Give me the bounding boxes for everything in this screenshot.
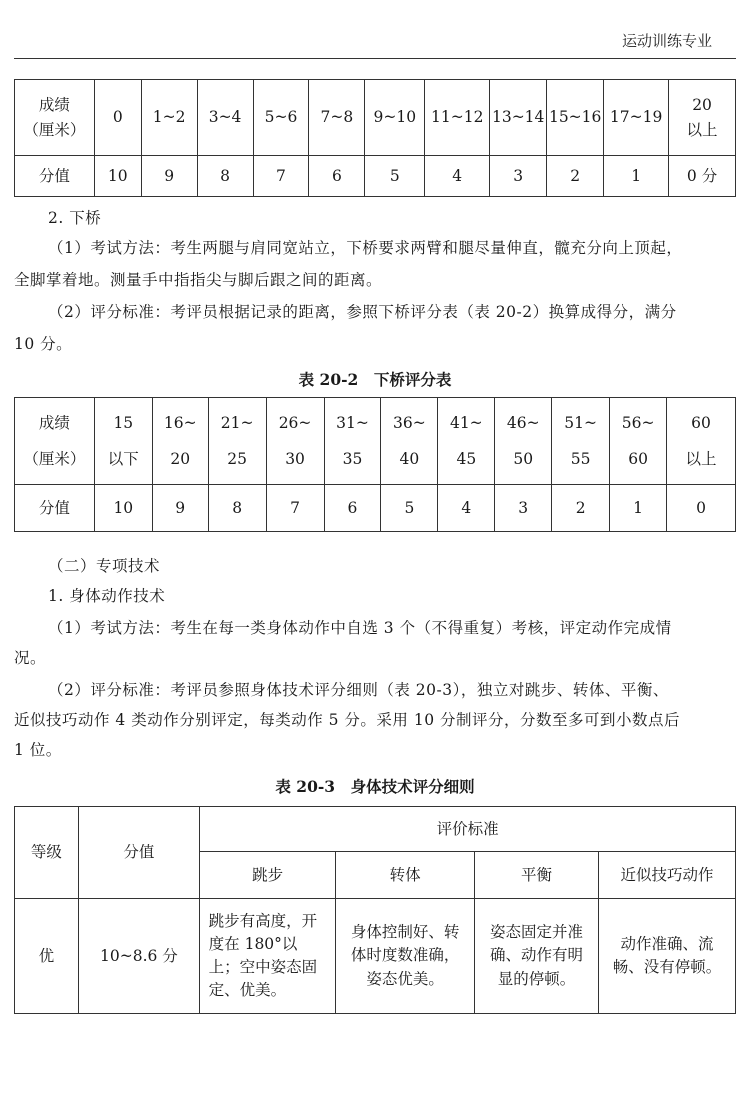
- range-bottom: 30: [285, 450, 305, 468]
- score-cell: 5: [365, 156, 425, 197]
- criteria-text: 身体控制好、转体时度数准确，姿态优美。: [350, 923, 460, 988]
- range-cell: 9~10: [365, 80, 425, 156]
- range-bottom: 35: [342, 450, 363, 468]
- range-top: 60: [691, 414, 711, 432]
- range-bottom: 50: [513, 450, 534, 468]
- range-cell: [438, 398, 495, 485]
- score-cell: 8: [197, 156, 253, 197]
- range-top: 21~: [220, 414, 254, 432]
- range-bottom: 20: [170, 450, 191, 468]
- score-cell: 3: [495, 485, 552, 532]
- score-cell: 3: [490, 156, 547, 197]
- score-cell: 9: [141, 156, 197, 197]
- paragraph-line: 10 分。: [14, 335, 73, 353]
- score-cell: 6: [324, 485, 381, 532]
- row-label-line-1: 成绩: [38, 414, 70, 432]
- paragraph-line: 全脚掌着地。测量手中指指尖与脚后跟之间的距离。: [14, 271, 383, 289]
- range-bottom: 以上: [685, 450, 717, 468]
- row-label-line-2: （厘米）: [23, 450, 86, 468]
- table-caption: 表 20-2 下桥评分表: [298, 370, 452, 389]
- paragraph-line: （2）评分标准：考评员参照身体技术评分细则（表 20-3），独立对跳步、转体、平衡、: [48, 681, 669, 699]
- table-row: [15, 485, 736, 532]
- range-cell: [667, 398, 736, 485]
- header-score: 分值: [78, 807, 200, 899]
- range-cell: 13~14: [490, 80, 547, 156]
- range-cell: 3~4: [197, 80, 253, 156]
- criteria-text: 姿态固定并准确、动作有明显的停顿。: [490, 923, 584, 988]
- range-line-1: 20: [692, 96, 712, 115]
- score-cell: 0: [667, 485, 736, 532]
- range-cell: [669, 80, 736, 156]
- score-cell: 10: [94, 156, 141, 197]
- range-top: 15: [113, 414, 134, 432]
- table-bridge-scores: [14, 397, 736, 532]
- range-bottom: 以下: [107, 450, 139, 468]
- range-cell: 15~16: [547, 80, 604, 156]
- range-cell: 11~12: [425, 80, 490, 156]
- paragraph-line: （1）考试方法：考生两腿与肩同宽站立，下桥要求两臂和腿尽量伸直，髋充分向上顶起，: [48, 239, 683, 257]
- range-bottom: 60: [628, 450, 648, 468]
- paragraph-line: 况。: [14, 649, 47, 667]
- header-jump: 跳步: [200, 852, 336, 899]
- row-header: [15, 398, 95, 485]
- score-cell: 9: [152, 485, 208, 532]
- score-cell: 0 分: [669, 156, 736, 197]
- range-cell: 7~8: [309, 80, 365, 156]
- score-cell: 10: [94, 485, 152, 532]
- range-top: 31~: [336, 414, 369, 432]
- table-row: [15, 899, 736, 1014]
- score-cell: 7: [253, 156, 309, 197]
- score-cell: 4: [425, 156, 490, 197]
- range-cell: [552, 398, 610, 485]
- score-cell: 2: [552, 485, 610, 532]
- header-acrobatic: 近似技巧动作: [599, 852, 736, 899]
- header-criteria: 评价标准: [200, 807, 736, 852]
- row-header: [15, 80, 95, 156]
- range-cell: [266, 398, 324, 485]
- range-top: 51~: [564, 414, 598, 432]
- table-row: [15, 398, 736, 485]
- row-label-line-1: 成绩: [38, 96, 70, 115]
- score-cell: 4: [438, 485, 495, 532]
- range-top: 41~: [449, 414, 483, 432]
- range-top: 36~: [393, 414, 426, 432]
- score-cell: 1: [610, 485, 667, 532]
- range-bottom: 40: [399, 450, 420, 468]
- range-line-2: 以上: [686, 120, 718, 139]
- range-cell: 5~6: [253, 80, 309, 156]
- score-cell: 8: [208, 485, 266, 532]
- page-header: 运动训练专业: [621, 32, 712, 50]
- row-label-line-2: （厘米）: [23, 120, 86, 139]
- score-cell: 10~8.6 分: [78, 899, 200, 1014]
- score-cell: 7: [266, 485, 324, 532]
- range-top: 16~: [163, 414, 197, 432]
- range-bottom: 25: [227, 450, 247, 468]
- range-cell: [94, 398, 152, 485]
- range-cell: 1~2: [141, 80, 197, 156]
- section-heading: （二）专项技术: [48, 557, 161, 575]
- sub-heading: 1. 身体动作技术: [48, 587, 166, 605]
- range-top: 46~: [506, 414, 540, 432]
- header-grade: 等级: [15, 807, 79, 899]
- paragraph-line: （1）考试方法：考生在每一类身体动作中自选 3 个（不得重复）考核，评定动作完成情: [48, 619, 672, 637]
- header-balance: 平衡: [475, 852, 599, 899]
- table-row: [15, 156, 736, 197]
- criteria-cell: [599, 899, 736, 1014]
- header-turn: 转体: [336, 852, 475, 899]
- score-cell: 1: [604, 156, 669, 197]
- range-cell: 17~19: [604, 80, 669, 156]
- header-rule: [14, 58, 736, 59]
- table-caption: 表 20-3 身体技术评分细则: [275, 777, 475, 796]
- range-cell: 0: [94, 80, 141, 156]
- table-side-split-scores: [14, 79, 736, 197]
- range-top: 26~: [278, 414, 312, 432]
- table-row: [15, 80, 736, 156]
- paragraph-line: （2）评分标准：考评员根据记录的距离，参照下桥评分表（表 20-2）换算成得分，满分: [48, 303, 677, 321]
- range-cell: [610, 398, 667, 485]
- criteria-cell: [475, 899, 599, 1014]
- table-header-row: [15, 807, 736, 852]
- section-heading: 2. 下桥: [48, 209, 102, 227]
- paragraph-line: 近似技巧动作 4 类动作分别评定，每类动作 5 分。采用 10 分制评分，分数至多可到小数点后: [14, 711, 681, 729]
- row-header: 分值: [15, 485, 95, 532]
- range-cell: [324, 398, 381, 485]
- range-cell: [381, 398, 438, 485]
- grade-cell: 优: [15, 899, 79, 1014]
- range-cell: [495, 398, 552, 485]
- criteria-text: 动作准确、流畅、没有停顿。: [612, 934, 722, 976]
- paragraph-line: 1 位。: [14, 741, 62, 759]
- row-header: 分值: [15, 156, 95, 197]
- range-cell: [208, 398, 266, 485]
- table-body-technique-criteria: [14, 806, 736, 1014]
- criteria-cell: [200, 899, 336, 1014]
- score-cell: 5: [381, 485, 438, 532]
- range-bottom: 45: [456, 450, 477, 468]
- range-bottom: 55: [570, 450, 591, 468]
- score-cell: 2: [547, 156, 604, 197]
- range-top: 56~: [621, 414, 655, 432]
- criteria-text: 跳步有高度，开度在 180°以上；空中姿态固定、优美。: [208, 911, 318, 1000]
- score-cell: 6: [309, 156, 365, 197]
- range-cell: [152, 398, 208, 485]
- criteria-cell: [336, 899, 475, 1014]
